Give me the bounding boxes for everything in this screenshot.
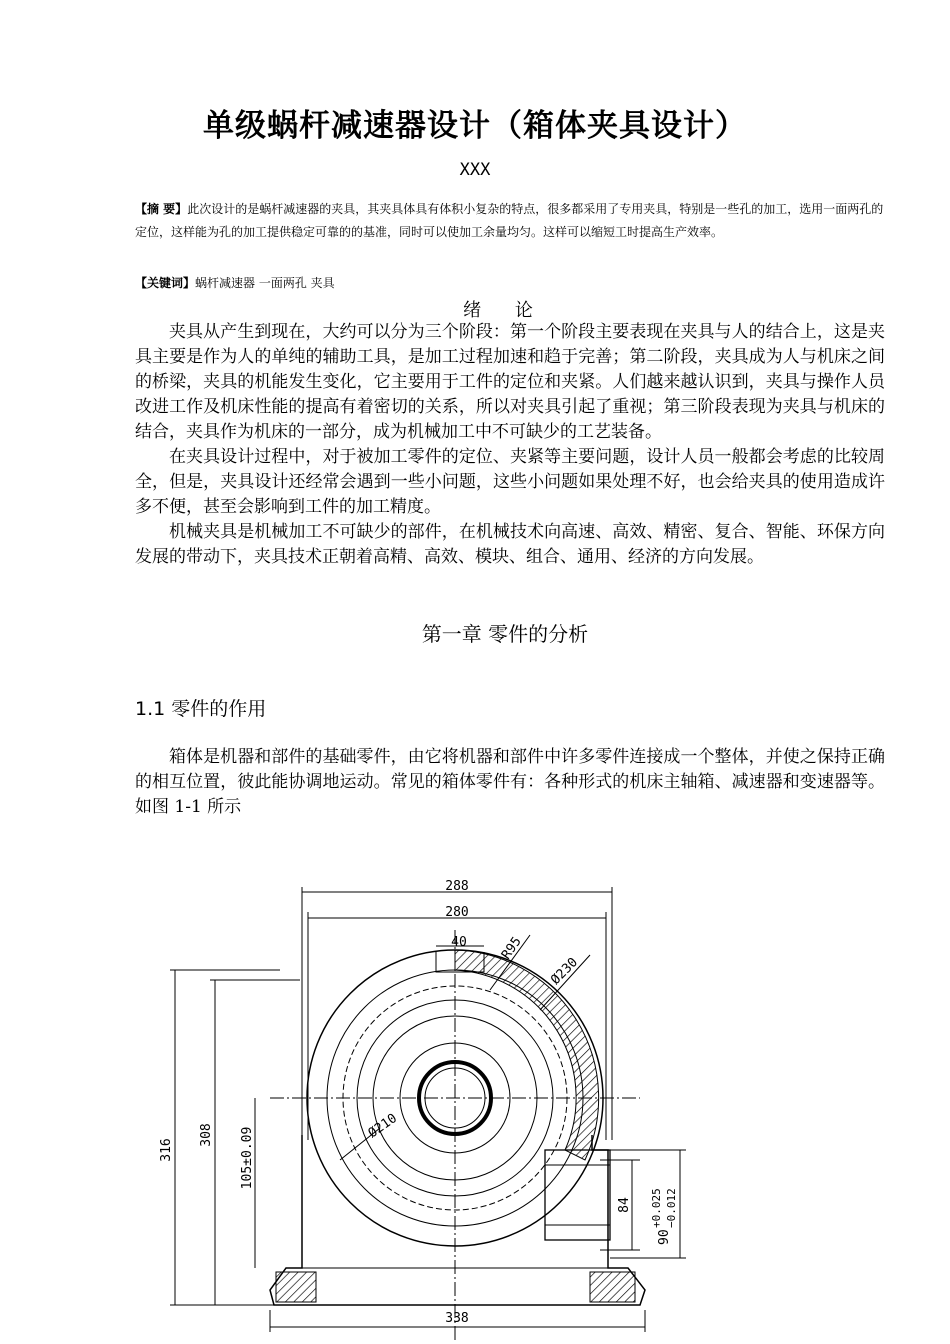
section-body (135, 745, 885, 820)
abstract-label: 【摘 要】 (135, 202, 188, 216)
intro-paragraph-3: 机械夹具是机械加工不可缺少的部件，在机械技术向高速、高效、精密、复合、智能、环保方向发展的带动下，夹具技术正朝着高精、高效、模块、组合、通用、经济的方向发展。 (135, 522, 885, 567)
abstract (135, 198, 885, 244)
intro-paragraph-1: 夹具从产生到现在，大约可以分为三个阶段：第一个阶段主要表现在夹具与人的结合上，这是夹具主要是作为人的单纯的辅助工具，是加工过程加速和趋于完善；第二阶段，夹具成为人与机床之间的桥梁，夹具的机能发生变化，它主要用于工件的定位和夹紧。人们越来越认识到，夹具与操作人员改进工作及机床性能的提高有着密切的关系，所以对夹具引起了重视；第三阶段表现为夹具与机床的结合，夹具作为机床的一部分，成为机械加工中不可缺少的工艺装备。 (135, 322, 885, 442)
dim-84: 84 (617, 1197, 632, 1213)
keywords-text: 蜗杆减速器 一面两孔 夹具 (195, 276, 335, 290)
section-paragraph-1: 箱体是机器和部件的基础零件，由它将机器和部件中许多零件连接成一个整体，并使之保持正确的相互位置，彼此能协调地运动。常见的箱体零件有：各种形式的机床主轴箱、减速器和变速器等。如图 1-1 所示 (135, 747, 885, 817)
intro-body (135, 320, 885, 570)
dim-90: 90 (657, 1229, 672, 1245)
keywords (135, 273, 885, 293)
intro-paragraph-2: 在夹具设计过程中，对于被加工零件的定位、夹紧等主要问题，设计人员一般都会考虑的比较周全，但是，夹具设计还经常会遇到一些小问题，这些小问题如果处理不好，也会给夹具的使用造成许多不便，甚至会影响到工件的加工精度。 (135, 447, 885, 517)
dim-r95: R95 (498, 934, 525, 963)
abstract-text: 此次设计的是蜗杆减速器的夹具，其夹具体具有体积小复杂的特点，很多都采用了专用夹具，特别是一些孔的加工，选用一面两孔的定位，这样能为孔的加工提供稳定可靠的的基准，同时可以使加工余量均匀。这样可以缩短工时提高生产效率。 (135, 202, 884, 239)
dim-phi230: Ø230 (548, 955, 581, 988)
keywords-label: 【关键词】 (135, 276, 196, 290)
author-name: XXX (459, 160, 491, 180)
dim-tol-lower: −0.012 (665, 1188, 678, 1228)
dim-tol-upper: +0.025 (650, 1188, 663, 1228)
gearbox-housing-drawing (150, 870, 690, 1344)
dim-40: 40 (451, 935, 467, 950)
dim-105: 105±0.09 (240, 1126, 255, 1190)
dim-280: 280 (445, 905, 469, 920)
dim-338: 338 (445, 1311, 469, 1326)
dim-288: 288 (445, 879, 469, 894)
intro-heading: 绪 论 (463, 300, 547, 321)
chapter-title: 第一章 零件的分析 (421, 622, 589, 646)
dim-316: 316 (159, 1138, 174, 1162)
dim-phi210: Ø210 (365, 1111, 400, 1142)
section-heading: 1.1 零件的作用 (135, 698, 267, 720)
document-title: 单级蜗杆减速器设计（箱体夹具设计） (203, 108, 747, 144)
dim-308: 308 (199, 1123, 214, 1147)
